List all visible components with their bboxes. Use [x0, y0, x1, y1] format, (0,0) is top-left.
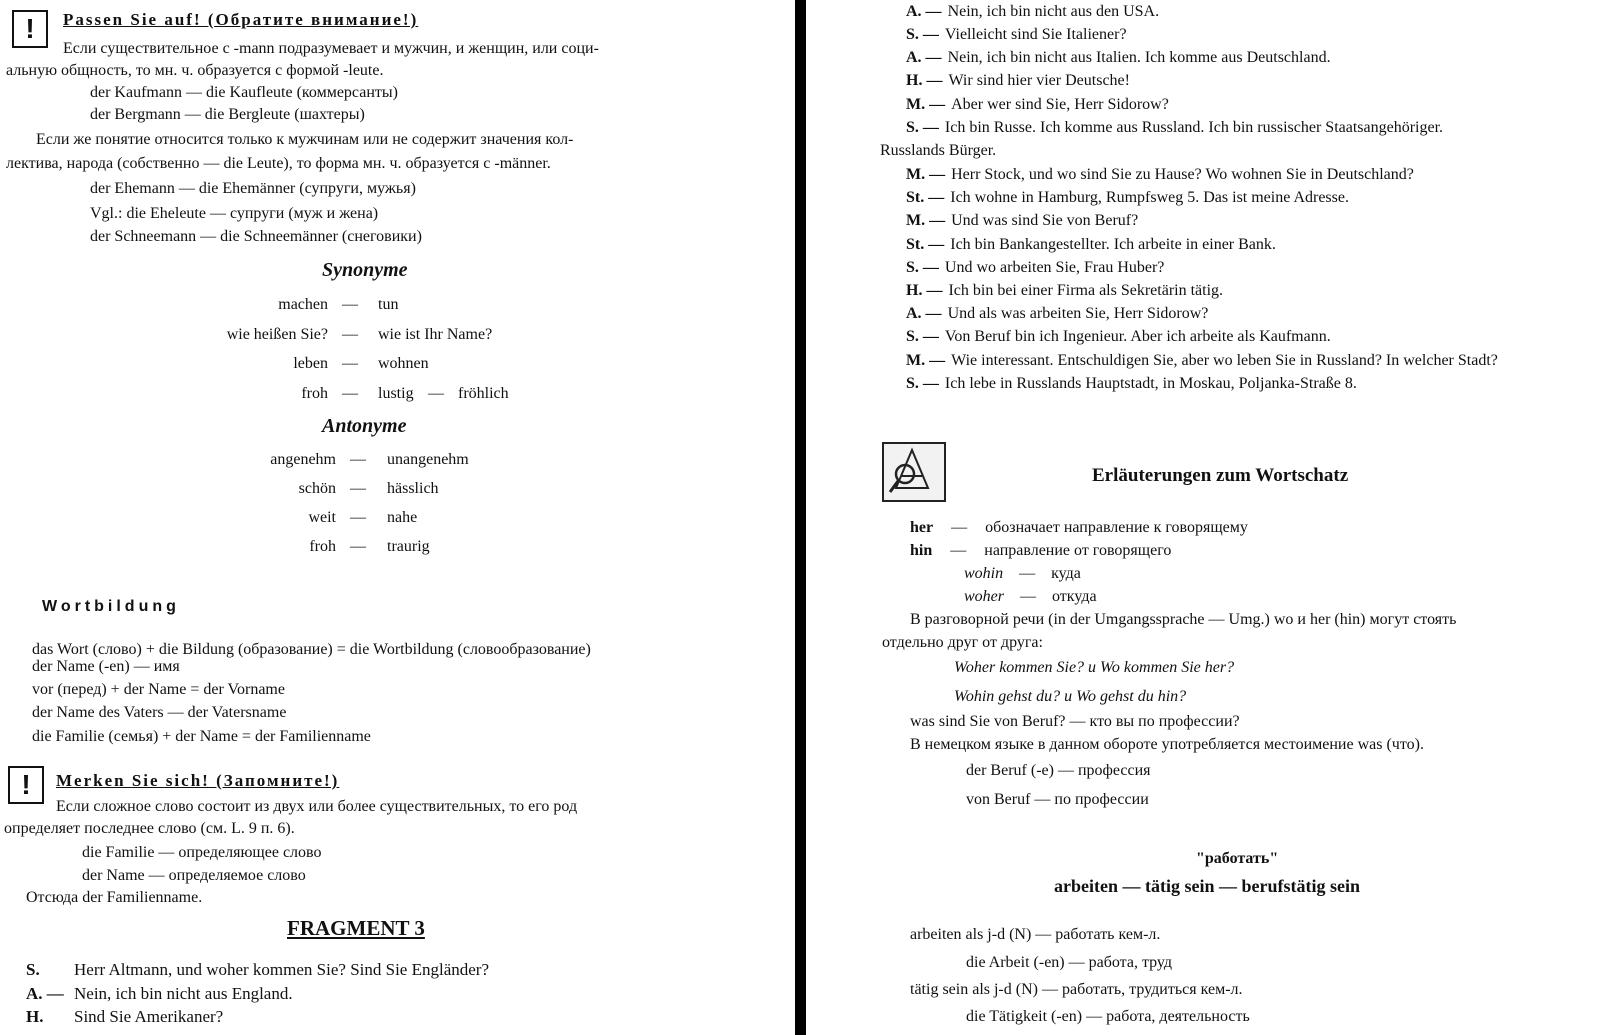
syn-b: wohnen [378, 355, 429, 372]
vocab-paragraph: В немецком языке в данном обороте употребляется местоимение was (что). [910, 736, 1424, 753]
dialog-line [906, 118, 1443, 138]
dialog-text: Und was sind Sie von Beruf? [951, 212, 1139, 229]
syn-dash: — [342, 355, 358, 372]
wortbildung-line: der Name (-en) — имя [32, 658, 180, 675]
dialog-line [906, 211, 1138, 231]
synonyme-title: Synonyme [322, 259, 408, 281]
speaker-label: S. — [906, 259, 939, 276]
wortbildung-line: vor (перед) + der Name = der Vorname [32, 681, 285, 698]
dialog-line [906, 48, 1331, 68]
dialog-line [906, 188, 1349, 208]
ant-dash: — [350, 538, 366, 555]
syn-a: froh [301, 385, 328, 402]
syn-dash: — [342, 296, 358, 313]
note2-line: der Name — определяемое слово [82, 867, 306, 884]
speaker-label: M. — [906, 166, 946, 183]
ant-dash: — [350, 480, 366, 497]
speaker-label: M. — [906, 96, 946, 113]
fragment-line: H. Sind Sie Amerikaner? [26, 1007, 224, 1026]
wortbildung-title: Wortbildung [42, 598, 180, 615]
note2-line: определяет последнее слово (см. L. 9 п. 6). [4, 820, 295, 837]
fragment-line: S. Herr Altmann, und woher kommen Sie? Sind Sie Engländer? [26, 960, 489, 979]
vocab-paragraph: отдельно друг от друга: [882, 634, 1043, 651]
ant-a: froh [309, 538, 336, 555]
note1-heading: Passen Sie auf! (Обратите внимание!) [63, 10, 419, 29]
dialog-line [906, 351, 1498, 371]
syn-a: wie heißen Sie? [226, 326, 328, 343]
ant-b: hässlich [387, 480, 439, 497]
vocab-taetig: tätig sein als j-d (N) — работать, трудиться кем-л. [910, 981, 1243, 998]
vocab-question: was sind Sie von Beruf? — кто вы по профессии? [910, 713, 1240, 730]
speaker-label: A. — [906, 49, 942, 66]
fragment-title: FRAGMENT 3 [287, 916, 425, 940]
speaker-label: S. — [906, 26, 939, 43]
vocab-title: Erläuterungen zum Wortschatz [1092, 465, 1349, 486]
vocab-arbeiten: arbeiten als j-d (N) — работать кем-л. [910, 926, 1161, 943]
dialog-line [906, 327, 1331, 347]
syn-c: fröhlich [458, 385, 509, 402]
note1-line: der Bergmann — die Bergleute (шахтеры) [90, 106, 365, 123]
dialog-line [906, 25, 1127, 45]
wortbildung-line: die Familie (семья) + der Name = der Familienname [32, 728, 371, 745]
dialog-line [906, 165, 1414, 185]
left-page [0, 0, 795, 1035]
syn-a: leben [293, 355, 328, 372]
vocab-wohin: wohin — куда [964, 565, 1081, 582]
ant-b: unangenehm [387, 451, 469, 468]
note1-line: Если существительное с -mann подразумевает и мужчин, и женщин, или соци- [63, 40, 599, 57]
vocab-beruf: der Beruf (-e) — профессия [966, 762, 1151, 779]
speaker-label: S. — [906, 119, 939, 136]
vocab-taetigkeit: die Tätigkeit (-en) — работа, деятельность [966, 1008, 1250, 1025]
speaker-label: M. — [906, 212, 946, 229]
speaker-label: M. — [906, 352, 946, 369]
note1-line: лектива, народа (собственно — die Leute), то форма мн. ч. образуется с -männer. [6, 155, 551, 172]
dialog-text: Und wo arbeiten Sie, Frau Huber? [944, 259, 1165, 276]
dialog-text: Wie interessant. Entschuldigen Sie, aber wo leben Sie in Russland? In welcher Stadt? [951, 352, 1498, 369]
dialog-line [906, 2, 1159, 22]
exclamation-icon: ! [8, 766, 44, 804]
speaker-label: St. — [906, 189, 945, 206]
vocab-subheading: arbeiten — tätig sein — berufstätig sein [1054, 876, 1360, 896]
speaker-label: A. — [906, 3, 942, 20]
exclamation-icon: ! [12, 10, 48, 48]
speaker-label: H. — [906, 72, 943, 89]
ant-a: angenehm [270, 451, 336, 468]
dialog-text: Ich wohne in Hamburg, Rumpfsweg 5. Das ist meine Adresse. [950, 189, 1349, 206]
dialog-text: Nein, ich bin nicht aus den USA. [947, 3, 1160, 20]
ant-a: weit [308, 509, 336, 526]
ant-dash: — [350, 509, 366, 526]
syn-dash: — [342, 385, 358, 402]
vocab-woher: woher — откуда [964, 588, 1097, 605]
dialog-line [906, 71, 1130, 91]
syn-dash: — [342, 326, 358, 343]
note2-line: die Familie — определяющее слово [82, 844, 322, 861]
dialog-line [906, 95, 1169, 115]
ant-b: nahe [387, 509, 418, 526]
syn-b: lustig [378, 385, 414, 402]
note2-heading: Merken Sie sich! (Запомните!) [56, 771, 340, 790]
ant-dash: — [350, 451, 366, 468]
dialog-line [906, 235, 1276, 255]
wortbildung-line: das Wort (слово) + die Bildung (образование) = die Wortbildung (словообразование) [32, 641, 591, 658]
antonyme-title: Antonyme [322, 415, 407, 437]
speaker-label: H. — [906, 282, 943, 299]
dialog-line [906, 374, 1357, 394]
speaker-label: S. — [906, 328, 939, 345]
note2-line: Если сложное слово состоит из двух или более существительных, то его род [56, 798, 578, 815]
right-page [806, 0, 1611, 1035]
dialog-text: Ich bin bei einer Firma als Sekretärin tätig. [948, 282, 1224, 299]
dialog-text: Ich bin Bankangestellter. Ich arbeite in einer Bank. [950, 236, 1276, 253]
note1-line: der Kaufmann — die Kaufleute (коммерсанты) [90, 84, 398, 101]
vocab-arbeit: die Arbeit (-en) — работа, труд [966, 954, 1173, 971]
fragment-line: A. — Nein, ich bin nicht aus England. [26, 984, 293, 1003]
page-divider [795, 0, 806, 1035]
dialog-text: Aber wer sind Sie, Herr Sidorow? [951, 96, 1169, 113]
dialog-text: Herr Stock, und wo sind Sie zu Hause? Wo wohnen Sie in Deutschland? [951, 166, 1414, 183]
syn-dash: — [428, 385, 444, 402]
note2-line: Отсюда der Familienname. [26, 889, 203, 906]
dialog-text: Von Beruf bin ich Ingenieur. Aber ich arbeite als Kaufmann. [944, 328, 1331, 345]
wortbildung-line: der Name des Vaters — der Vatersname [32, 704, 287, 721]
note1-line: Vgl.: die Eheleute — супруги (муж и жена) [90, 205, 379, 222]
note1-line: Если же понятие относится только к мужчинам или не содержит значения кол- [36, 131, 574, 148]
dialog-line [906, 281, 1223, 301]
speaker-label: A. — [906, 305, 942, 322]
syn-b: tun [378, 296, 399, 313]
dialog-text: Vielleicht sind Sie Italiener? [944, 26, 1127, 43]
syn-a: machen [278, 296, 328, 313]
speaker-label: St. — [906, 236, 945, 253]
note1-line: der Schneemann — die Schneemänner (снеговики) [90, 228, 422, 245]
dialog-line [906, 304, 1208, 324]
dialog-text: Nein, ich bin nicht aus Italien. Ich komme aus Deutschland. [947, 49, 1331, 66]
note1-line: der Ehemann — die Ehemänner (супруги, мужья) [90, 180, 416, 197]
vocab-quote: "работать" [1196, 850, 1279, 867]
vocab-paragraph: В разговорной речи (in der Umgangssprache — Umg.) wo и her (hin) могут стоять [910, 611, 1457, 628]
dialog-line [906, 258, 1164, 278]
dialog-text: Russlands Bürger. [880, 142, 997, 159]
dialog-text: Und als was arbeiten Sie, Herr Sidorow? [947, 305, 1209, 322]
dialog-text: Wir sind hier vier Deutsche! [948, 72, 1130, 89]
speaker-label: S. — [906, 375, 939, 392]
ant-a: schön [298, 480, 336, 497]
ant-b: traurig [387, 538, 430, 555]
note1-line: альную общность, то мн. ч. образуется с формой -leute. [6, 62, 384, 79]
dialog-text: Ich lebe in Russlands Hauptstadt, in Moskau, Poljanka-Straße 8. [944, 375, 1357, 392]
vocab-example: Wohin gehst du? и Wo gehst du hin? [954, 688, 1187, 705]
vocab-her: her — обозначает направление к говорящему [910, 519, 1248, 536]
dialog-text: Ich bin Russe. Ich komme aus Russland. Ich bin russischer Staatsangehöriger. [944, 119, 1444, 136]
vocab-hin: hin — направление от говорящего [910, 542, 1172, 559]
syn-b: wie ist Ihr Name? [378, 326, 493, 343]
vocab-example: Woher kommen Sie? и Wo kommen Sie her? [954, 659, 1235, 676]
vocab-beruf: von Beruf — по профессии [966, 791, 1149, 808]
vocabulary-icon [882, 442, 946, 502]
dialog-line [880, 141, 996, 161]
